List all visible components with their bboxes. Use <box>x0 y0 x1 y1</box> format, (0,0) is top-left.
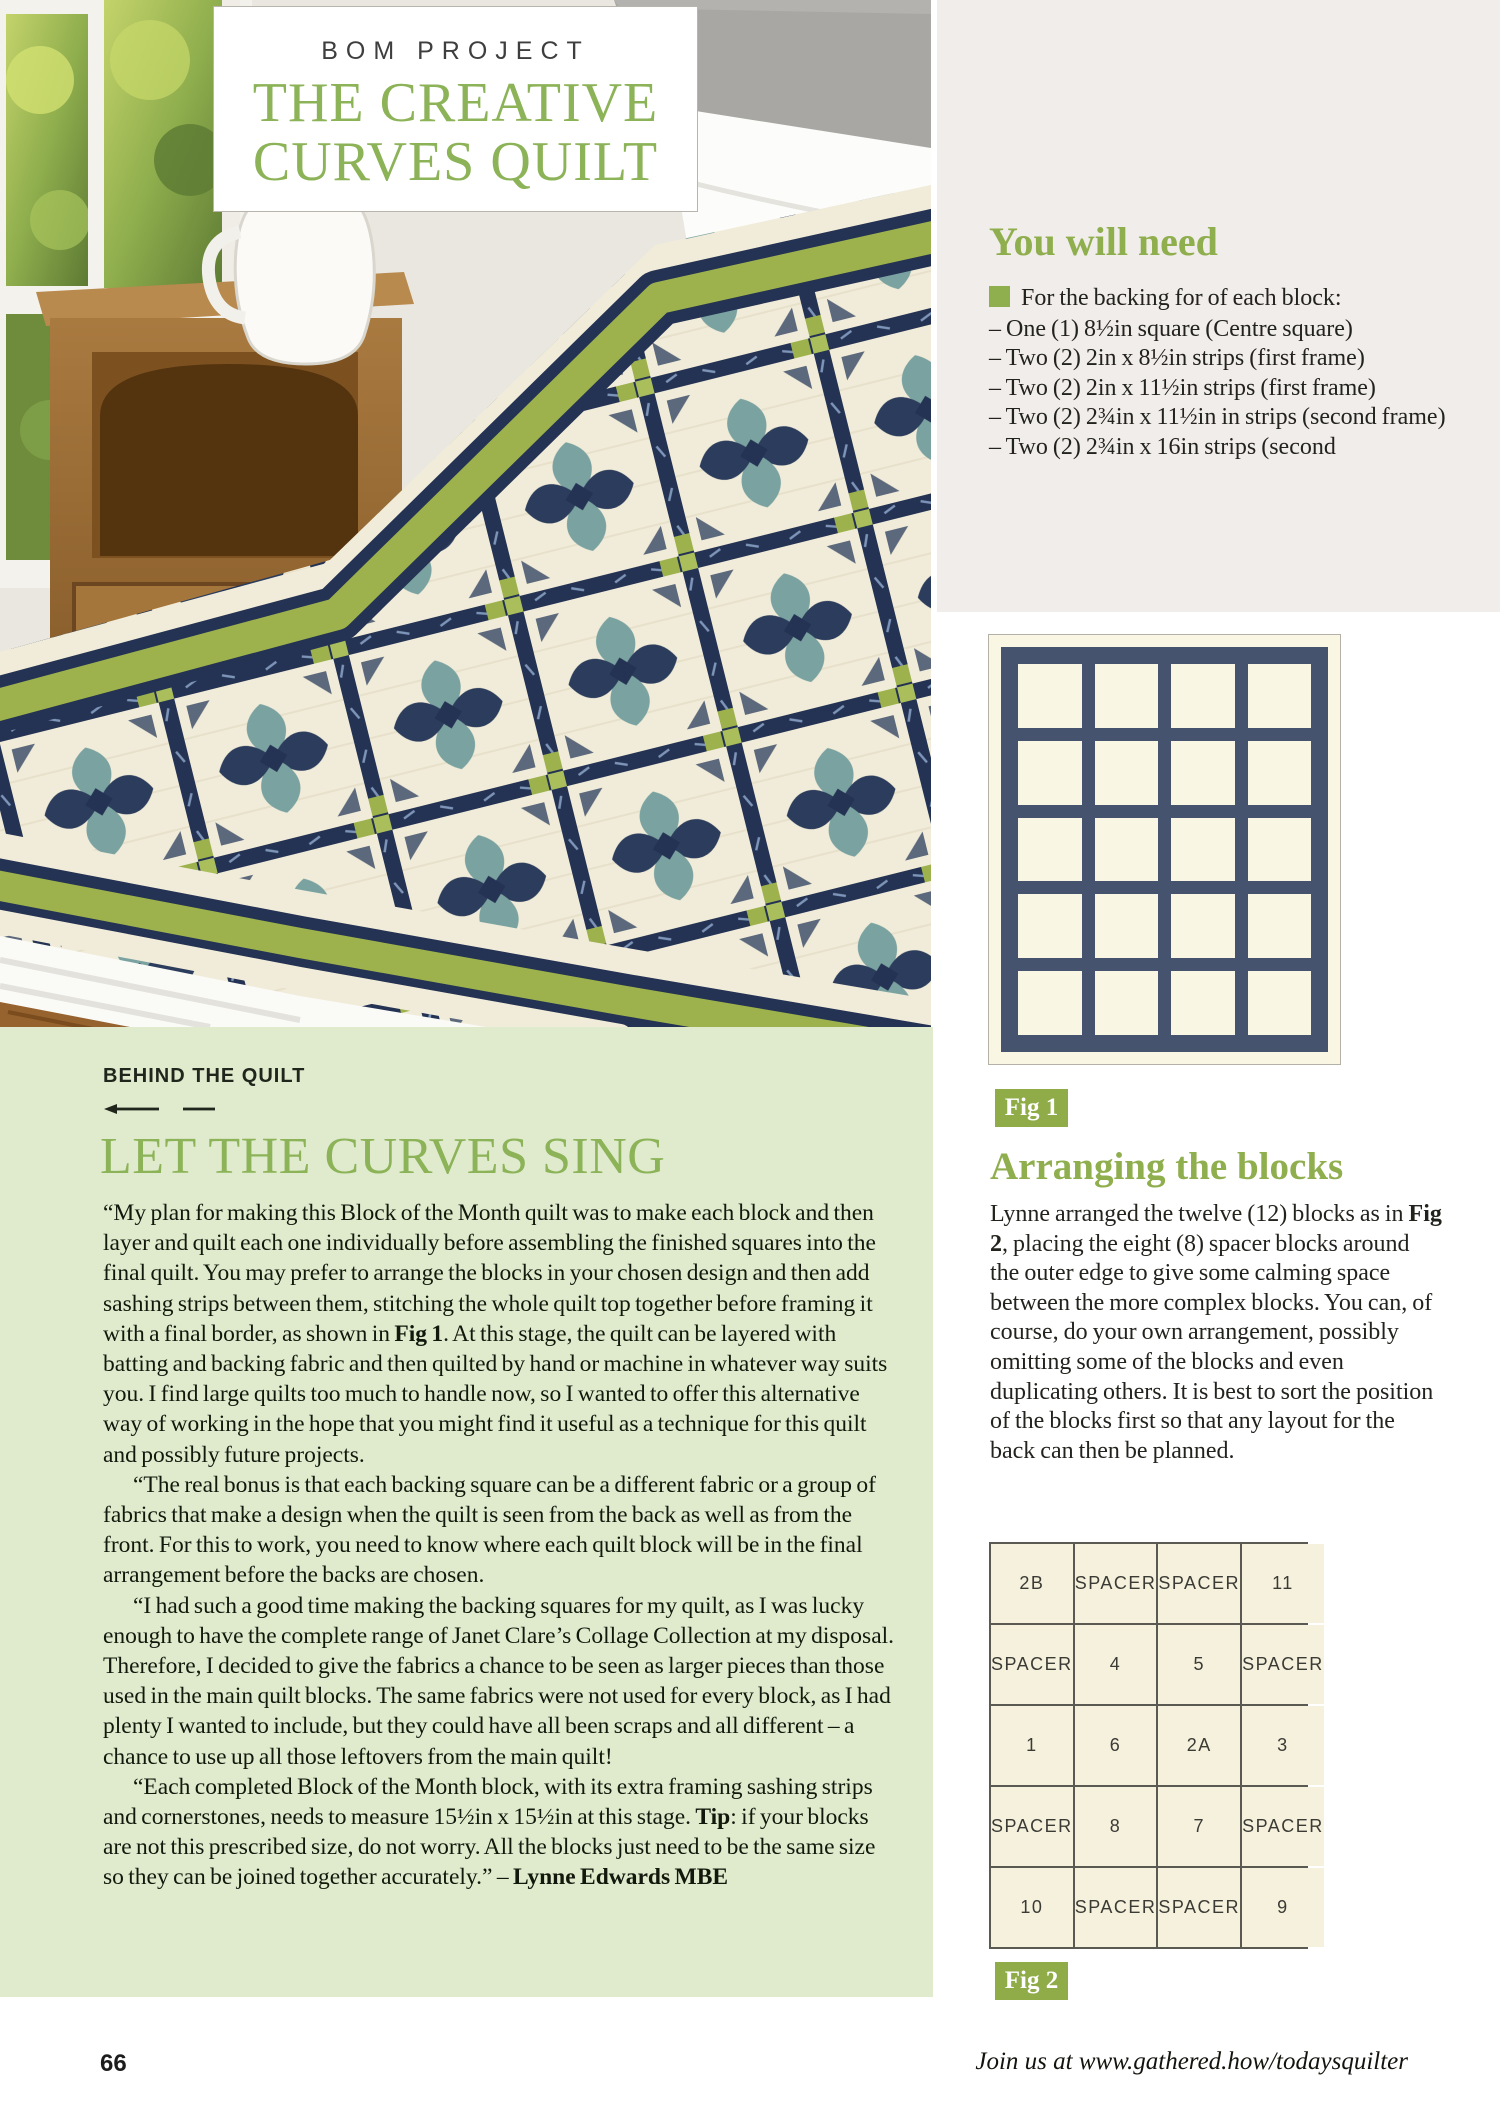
left-arrow-dash-icon <box>103 1101 253 1117</box>
fig2-cell: 7 <box>1158 1787 1240 1866</box>
arranging-paragraph: Lynne arranged the twelve (12) blocks as in Fig 2, placing the eight (8) spacer blocks around the outer edge to give some calming space between the more complex blocks. You can, of course, do your own arrangement, possibly omitting some of the blocks and even duplicating others. It is best to sort the position of the blocks first so that any layout for the back can then be planned. <box>990 1201 1442 1464</box>
page-number: 66 <box>100 2050 127 2077</box>
fig2-cell: SPACER <box>1158 1868 1240 1947</box>
list-item: – Two (2) 2in x 11½in strips (first frame) <box>989 374 1376 401</box>
fig1-cell <box>1248 664 1312 728</box>
you-will-need-heading: You will need <box>989 219 1218 264</box>
title-line-1: THE CREATIVE <box>252 72 659 134</box>
fig1-cell <box>1095 894 1159 958</box>
fig1-cell <box>1018 971 1082 1035</box>
fig1-cell <box>1095 741 1159 805</box>
fig2-cell: SPACER <box>1158 1544 1240 1623</box>
fig2-cell: 6 <box>1075 1706 1157 1785</box>
fig1-grid <box>1018 664 1311 1035</box>
fig1-cell <box>1171 818 1235 882</box>
paragraph: “My plan for making this Block of the Month quilt was to make each block and then layer and quilt each one individually before assembling the finished squares into the final quilt. You may prefer to arrange the blocks in your chosen design and then add sashing strips between them, stitching the whole quilt top together before framing it with a final border, as shown in Fig 1. At this stage, the quilt can be layered with batting and backing fabric and then quilted by hand or machine in whatever way suits you. I find large quilts too much to handle now, so I wanted to offer this alternative way of working in the hope that you might find it useful as a technique for this quilt and possibly future projects. <box>103 1200 888 1468</box>
paragraph: “I had such a good time making the backing squares for my quilt, as I was lucky enough to have the complete range of Janet Clare’s Collage Collection at my disposal. Therefore, I decided to give the fabrics a chance to be seen as larger pieces than those used in the main quilt blocks. The same fabrics were not used for every block, as I had plenty I wanted to include, but they could have all been scraps and all different – a chance to use up all those leftovers from the main quilt! <box>103 1592 895 1770</box>
fig1-diagram <box>988 634 1341 1065</box>
title-box <box>213 6 698 212</box>
fig2-cell: 5 <box>1158 1625 1240 1704</box>
page-title <box>214 74 697 192</box>
list-intro-text: For the backing for of each block: <box>1021 285 1342 311</box>
fig2-cell: SPACER <box>1075 1868 1157 1947</box>
footer-note: Join us at www.gathered.how/todaysquilter <box>975 2048 1408 2075</box>
paragraph: “Each completed Block of the Month block, with its extra framing sashing strips and cornerstones, needs to measure 15½in x 15½in at this stage. Tip: if your blocks are not this prescribed size, do not worry. All the blocks just need to be the same size so they can be joined together accurately.” – Lynne Edwards MBE <box>103 1773 876 1891</box>
fig2-cell: 1 <box>991 1706 1073 1785</box>
fig2-cell: 3 <box>1242 1706 1324 1785</box>
fig2-cell: SPACER <box>991 1787 1073 1866</box>
fig1-cell <box>1095 971 1159 1035</box>
fig1-cell <box>1248 741 1312 805</box>
fig1-cell <box>1018 664 1082 728</box>
fig2-badge: Fig 2 <box>995 1962 1068 2000</box>
behind-the-quilt-section <box>0 1027 933 1997</box>
fig1-cell <box>1095 664 1159 728</box>
behind-the-quilt-label: BEHIND THE QUILT <box>103 1065 306 1087</box>
fig1-badge: Fig 1 <box>995 1089 1068 1127</box>
fig1-cell <box>1171 741 1235 805</box>
fig2-cell: SPACER <box>991 1625 1073 1704</box>
fig2-cell: 10 <box>991 1868 1073 1947</box>
fig2-cell: 4 <box>1075 1625 1157 1704</box>
fig1-cell <box>1018 741 1082 805</box>
article-body <box>103 1198 895 1893</box>
fig1-cell <box>1248 894 1312 958</box>
fig1-cell <box>1248 818 1312 882</box>
kicker: BOM PROJECT <box>321 37 590 65</box>
fig2-cell: 9 <box>1242 1868 1324 1947</box>
section-heading: LET THE CURVES SING <box>100 1128 666 1185</box>
fig2-cell: 11 <box>1242 1544 1324 1623</box>
fig1-cell <box>1171 664 1235 728</box>
fig2-table <box>989 1542 1324 1949</box>
fig1-cell <box>1248 971 1312 1035</box>
list-intro <box>989 284 1467 314</box>
list-item: – One (1) 8½in square (Centre square) <box>989 315 1353 342</box>
fig1-cell <box>1171 971 1235 1035</box>
you-will-need-list <box>989 284 1467 463</box>
fig2-cell: SPACER <box>1242 1787 1324 1866</box>
fig2-cell: 2A <box>1158 1706 1240 1785</box>
green-square-bullet-icon <box>989 286 1010 307</box>
fig2-cell: SPACER <box>1242 1625 1324 1704</box>
list-item: – Two (2) 2¾in x 11½in in strips (second frame) <box>989 404 1446 431</box>
paragraph: “The real bonus is that each backing square can be a different fabric or a group of fabrics that make a design when the quilt is seen from the back as well as from the front. For this to work, you need to know where each quilt block will be in the final arrangement before the backs are chosen. <box>103 1471 876 1589</box>
arranging-heading: Arranging the blocks <box>990 1145 1344 1188</box>
fig1-cell <box>1171 894 1235 958</box>
fig1-cell <box>1095 818 1159 882</box>
list-item: – Two (2) 2in x 8½in strips (first frame) <box>989 345 1365 372</box>
fig1-cell <box>1018 894 1082 958</box>
fig1-cell <box>1018 818 1082 882</box>
fig2-cell: SPACER <box>1075 1544 1157 1623</box>
fig2-cell: 8 <box>1075 1787 1157 1866</box>
title-line-2: CURVES QUILT <box>252 131 659 193</box>
you-will-need-panel <box>937 0 1500 612</box>
list-item: – Two (2) 2¾in x 16in strips (second <box>989 433 1336 460</box>
fig1-border-frame <box>1001 647 1328 1052</box>
fig2-cell: 2B <box>991 1544 1073 1623</box>
